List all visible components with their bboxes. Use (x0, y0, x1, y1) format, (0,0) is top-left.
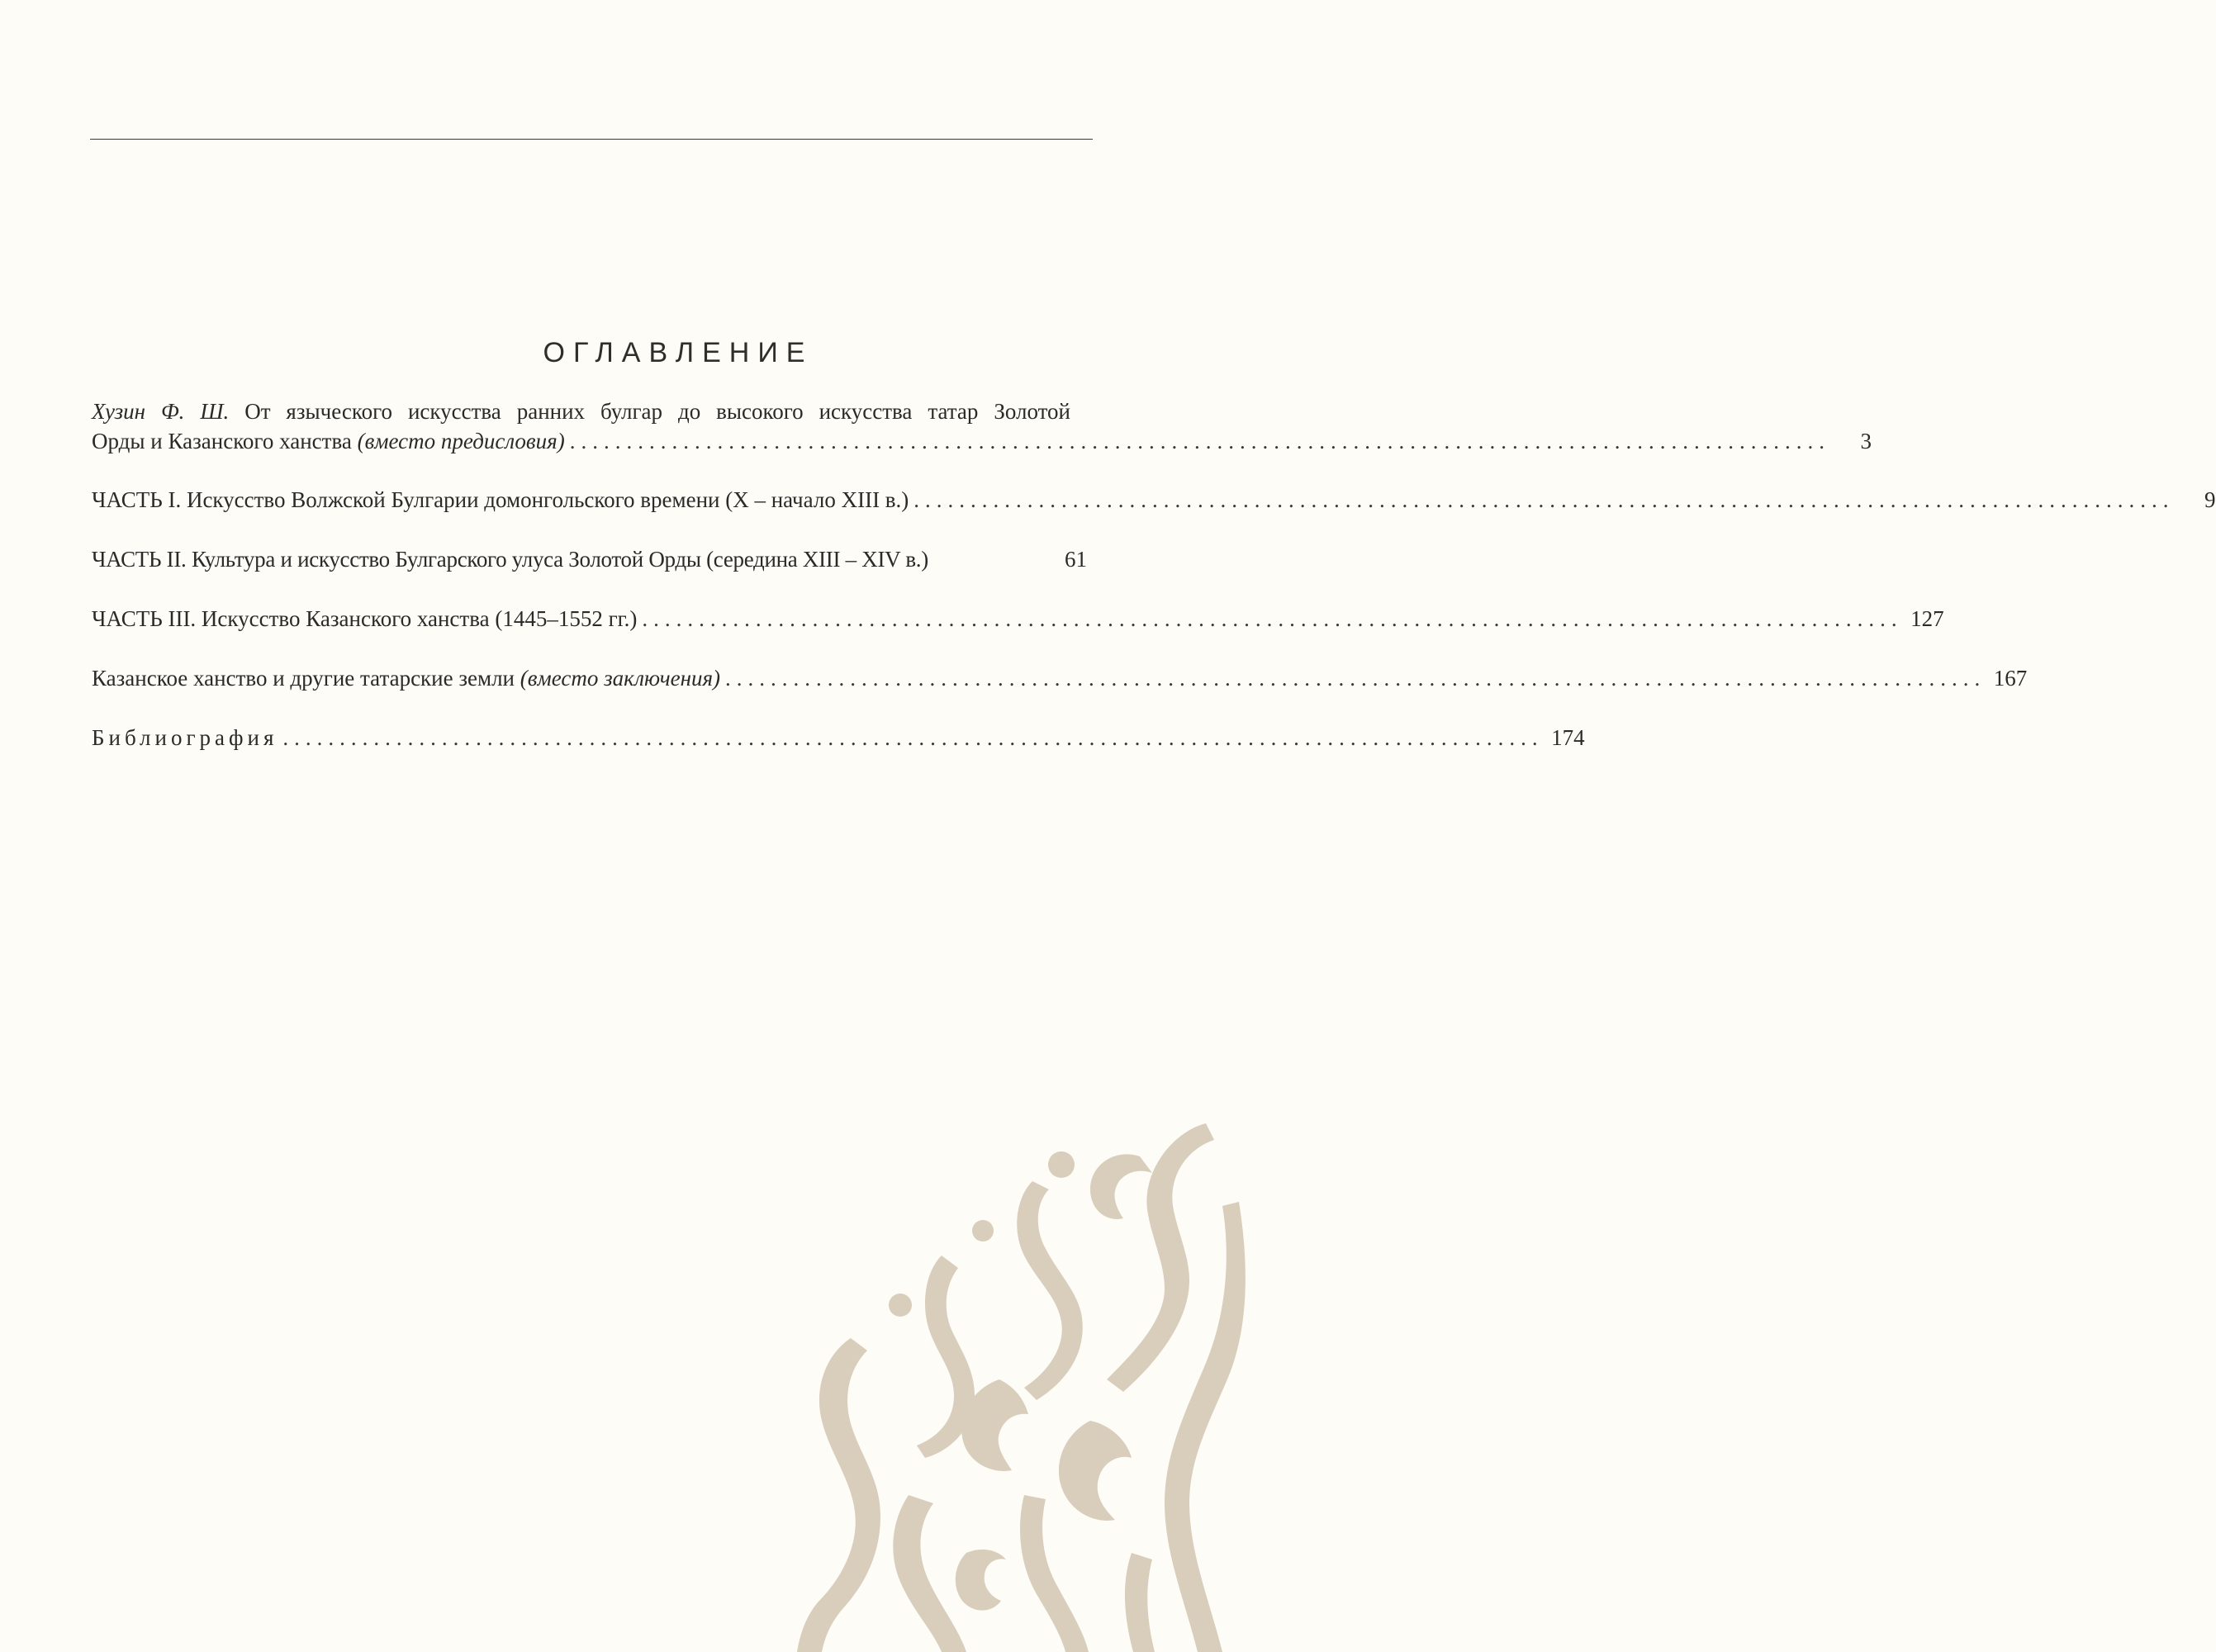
table-of-contents (92, 396, 2216, 752)
toc-entry-author: Хузин Ф. Ш. (92, 399, 230, 424)
toc-entry-preface[interactable] (92, 396, 1872, 456)
toc-page-number: 3 (1860, 429, 1872, 453)
toc-entry-line (92, 396, 1087, 426)
toc-page-number: 9 (2204, 487, 2216, 512)
toc-entry-bibliography[interactable] (92, 723, 1585, 752)
toc-entry-conclusion[interactable] (92, 663, 2028, 693)
toc-entry-note: (вместо предисловия) (357, 429, 565, 453)
toc-entry-text-cont: Орды и Казанского ханства (вместо предисловия) (92, 429, 565, 453)
toc-entry-text: ЧАСТЬ I. Искусство Волжской Булгарии домонгольского времени (X – начало XIII в.) (92, 487, 909, 512)
header-rule (90, 139, 1093, 140)
toc-entry-text: ЧАСТЬ III. Искусство Казанского ханства (1445–1552 гг.) (92, 606, 638, 631)
dot-leader: ............................................................................................................... (569, 429, 1830, 453)
toc-entry-note: (вместо заключения) (520, 666, 721, 691)
toc-entry-text: От языческого искусства ранних булгар до высокого искусства татар Золотой (244, 399, 1070, 424)
toc-entry-text: ЧАСТЬ II. Культура и искусство Булгарского улуса Золотой Орды (середина XIII – XIV в.) (92, 547, 928, 572)
dot-leader: ............................................................................................................... (642, 606, 1903, 631)
toc-entry-part-3[interactable] (92, 604, 1944, 634)
toc-entry-part-2[interactable] (92, 544, 1087, 574)
dot-leader: ............................................................................................................... (913, 487, 2175, 512)
toc-entry-part-1[interactable] (92, 485, 2216, 515)
dot-leader: ............................................................................................................... (725, 666, 1986, 691)
toc-entry-line (92, 426, 1872, 456)
toc-page-number: 167 (1993, 666, 2028, 691)
page-title: ОГЛАВЛЕНИЕ (543, 337, 814, 368)
toc-page-number: 174 (1551, 725, 1585, 750)
toc-page-number: 61 (1065, 547, 1087, 572)
dot-leader: ............................................................................................................... (282, 725, 1544, 750)
toc-entry-text: Казанское ханство и другие татарские земли (вместо заключения) (92, 666, 721, 691)
toc-page-number: 127 (1910, 606, 1944, 631)
toc-entry-text: Библиография (92, 725, 278, 750)
calligraphy-ornament-icon (776, 1107, 1249, 1652)
